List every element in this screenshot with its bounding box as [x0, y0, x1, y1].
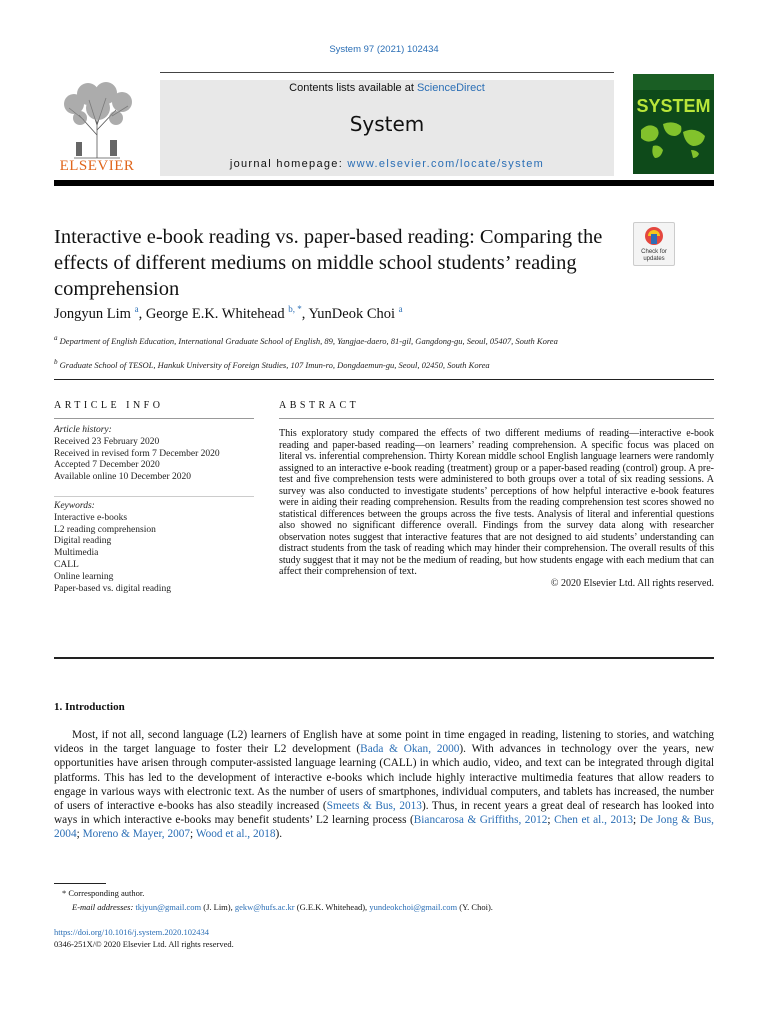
- body-text-run: ). Thus, in recent years a great deal of research has looked into ways in which interactive e-books may benefit students’ L2 learning process (: [54, 800, 714, 827]
- elsevier-wordmark: ELSEVIER: [59, 158, 135, 174]
- email-owner: (G.E.K. Whitehead),: [294, 902, 370, 912]
- cover-title: SYSTEM: [636, 96, 711, 116]
- elsevier-tree-icon: [54, 80, 140, 160]
- section-rule: [54, 657, 714, 659]
- author-affiliation-mark[interactable]: a: [134, 304, 139, 314]
- citation-link[interactable]: Biancarosa & Griffiths, 2012: [413, 814, 548, 827]
- keywords-label: Keywords:: [54, 501, 95, 511]
- email-link[interactable]: yundeokchoi@gmail.com: [369, 902, 458, 912]
- abstract-rule: [279, 418, 714, 419]
- affiliation-mark: b: [54, 358, 58, 366]
- article-history: [54, 425, 254, 484]
- check-for-updates-badge[interactable]: [633, 222, 675, 266]
- journal-citation[interactable]: System 97 (2021) 102434: [329, 44, 439, 55]
- keywords: [54, 501, 254, 595]
- author-list: Jongyun Lim $^a$, George E.K. Whitehead $^{b, *}$, YunDeok Choi $^a$: [54, 304, 403, 322]
- world-map-icon: [633, 74, 714, 174]
- journal-banner: [160, 80, 614, 176]
- check-for-updates-label: Check for updates: [641, 249, 667, 262]
- article-title: Interactive e-book reading vs. paper-based reading: Comparing the effects of different mediums on middle school students’ reading comprehension: [54, 226, 603, 300]
- doi-link[interactable]: https://doi.org/10.1016/j.system.2020.102434: [54, 927, 209, 937]
- corresponding-author-note: * Corresponding author.: [62, 888, 145, 898]
- homepage-prefix: journal homepage:: [229, 158, 348, 170]
- citation-link[interactable]: Chen et al., 2013: [554, 814, 634, 827]
- email-owner: (J. Lim),: [201, 902, 235, 912]
- contents-prefix: Contents lists available at: [289, 82, 417, 94]
- abstract-text: This exploratory study compared the effects of two different mediums of reading—interactive e-book reading and paper-based reading—on learners’ reading comprehension. A specific focus was placed on literal vs. inferential comprehension. Thirty Korean middle school English language learners were randomly assigned to an interactive e-book reading (treatment) group or a paper-based reading (control) group. A pre-test and five comprehension tests were administered to both groups over a total of six reading sessions. A survey was also conducted to investigate students’ perceptions of how helpful interactive e-book features were in aiding their reading comprehension. Results from the reading comprehension test scores showed no statistical differences between the groups across the five tests. Analysis of literal and inferential questions also showed no significant difference overall. Findings from the survey data along with researcher observation notes suggest that interactive features that are not designed to aid students’ understanding can distract students from the task of reading which may hinder their comprehension. The overall results of this study suggest that it may not be the medium of reading, but how students engage with each medium that can affect their comprehension of text.: [279, 428, 714, 577]
- keyword-item: Digital reading: [54, 536, 112, 547]
- body-text-run: ). With advances in technology over the years, new opportunities have arisen through computer-assisted language learning (CALL) in which audio, video, and text can be integrated through digital platforms. This has led to the development of interactive e-books which include highly interactive multimedia features that allow readers to engage in various ways with electronic text. As the number of users of smartphones, individual computers, and tablets has increased, the number of users of interactive e-books has also steadily increased (: [54, 743, 715, 813]
- email-link[interactable]: gekw@hufs.ac.kr: [234, 902, 295, 912]
- body-text-run: ;: [633, 814, 640, 827]
- keywords-rule: [54, 496, 254, 497]
- keyword-item: Online learning: [54, 571, 114, 582]
- affiliation-text: Department of English Education, International Graduate School of English, 89, Yangjae-daero, 81-gil, Gangdong-gu, Seoul, 05407, South Korea: [59, 335, 558, 346]
- header-top-rule: [160, 72, 614, 73]
- body-text-run: ).: [275, 828, 283, 841]
- history-item: Accepted 7 December 2020: [54, 460, 160, 471]
- email-link[interactable]: tkjyun@gmail.com: [135, 902, 202, 912]
- introduction-paragraph: [54, 728, 714, 842]
- citation-link[interactable]: De Jong & Bus, 2004: [54, 814, 714, 841]
- keyword-item: Interactive e-books: [54, 512, 128, 523]
- affiliation-text: Graduate School of TESOL, Hankuk University of Foreign Studies, 107 Imun-ro, Dongdaemun-gu, Seoul, 02450, South Korea: [59, 359, 490, 370]
- affiliation-b: [54, 356, 654, 371]
- contents-line: [160, 82, 614, 94]
- history-item: Received 23 February 2020: [54, 436, 160, 447]
- check-for-updates-icon: [644, 226, 664, 248]
- keyword-item: Paper-based vs. digital reading: [54, 583, 171, 594]
- body-text-run: ;: [190, 828, 196, 841]
- issn-copyright: 0346-251X/© 2020 Elsevier Ltd. All rights reserved.: [54, 939, 234, 949]
- email-addresses: [72, 901, 493, 913]
- affiliation-mark: a: [54, 334, 58, 342]
- sciencedirect-link[interactable]: ScienceDirect: [416, 82, 485, 94]
- author-name: Jongyun Lim: [54, 305, 131, 322]
- keyword-item: Multimedia: [54, 548, 99, 559]
- citation-link[interactable]: Smeets & Bus, 2013: [326, 800, 422, 813]
- author-name: George E.K. Whitehead: [145, 305, 285, 322]
- citation-link[interactable]: Moreno & Mayer, 2007: [82, 828, 191, 841]
- email-label: E-mail addresses:: [72, 902, 136, 912]
- journal-name: System: [349, 112, 425, 136]
- history-item: Received in revised form 7 December 2020: [54, 448, 220, 459]
- homepage-link[interactable]: www.elsevier.com/locate/system: [347, 158, 545, 170]
- history-item: Available online 10 December 2020: [54, 472, 191, 483]
- article-info-heading: ARTICLE INFO: [54, 400, 164, 411]
- abstract-body: [279, 428, 714, 589]
- author-affiliation-mark[interactable]: b, *: [288, 304, 302, 314]
- author-name: YunDeok Choi: [308, 305, 396, 322]
- citation-link[interactable]: Bada & Okan, 2000: [360, 743, 460, 756]
- keyword-item: L2 reading comprehension: [54, 524, 156, 535]
- article-info-rule: [54, 418, 254, 419]
- abstract-heading: ABSTRACT: [279, 400, 360, 411]
- citation-link[interactable]: Wood et al., 2018: [195, 828, 276, 841]
- journal-cover[interactable]: [633, 74, 714, 174]
- keyword-item: CALL: [54, 559, 79, 570]
- journal-homepage: [160, 158, 614, 170]
- section-rule: [54, 379, 714, 380]
- footnote-rule: [54, 883, 106, 884]
- abstract-copyright: © 2020 Elsevier Ltd. All rights reserved.: [550, 577, 714, 589]
- author-affiliation-mark[interactable]: a: [398, 304, 403, 314]
- body-text-run: ;: [76, 828, 83, 841]
- body-text-run: Most, if not all, second language (L2) learners of English have at some point in time engaged in reading, listening to stories, and watching videos in the target language to foster their L2 development (: [54, 729, 714, 756]
- history-label: Article history:: [54, 425, 112, 435]
- email-owner: (Y. Choi).: [457, 902, 493, 912]
- introduction-heading: 1. Introduction: [54, 701, 125, 713]
- body-text-run: ;: [547, 814, 555, 827]
- header-bottom-bar: [54, 180, 714, 186]
- affiliation-a: [54, 332, 614, 347]
